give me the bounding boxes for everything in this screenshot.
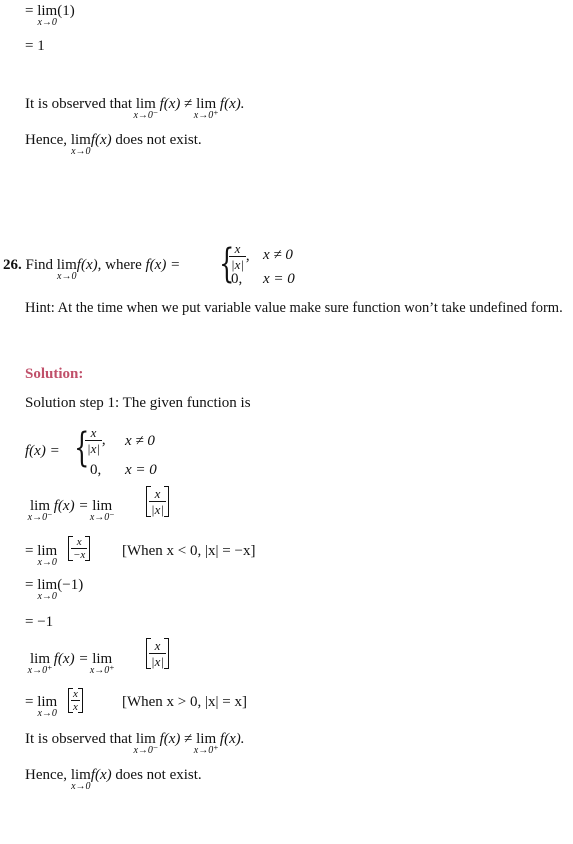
frac-num: x xyxy=(234,241,241,256)
equals: = xyxy=(25,694,34,710)
bracket xyxy=(68,688,83,713)
f-def: f(x) = xyxy=(145,257,181,273)
sol-cond1: x ≠ 0 xyxy=(125,433,155,449)
fx: f(x) xyxy=(90,132,112,148)
bracket xyxy=(146,638,169,669)
frac-den: −x xyxy=(73,549,86,561)
equals: = xyxy=(25,543,34,559)
neq: ≠ xyxy=(184,96,193,112)
when-neg: [When x < 0, |x| = −x] xyxy=(122,543,256,559)
limit xyxy=(193,95,219,121)
fraction xyxy=(229,241,246,272)
fx: f(x) xyxy=(159,731,181,747)
lim-word: lim xyxy=(196,731,217,747)
hence-line-2 xyxy=(25,766,202,792)
limit-sub: x→0⁺ xyxy=(193,110,219,121)
equals: = xyxy=(25,577,34,593)
fx: f(x) xyxy=(76,257,98,273)
lim-word: lim xyxy=(30,498,51,514)
observed-text: It is observed that xyxy=(25,731,133,747)
left-limit-line xyxy=(27,497,115,523)
fx-eq: f(x) = xyxy=(53,498,89,514)
bracket xyxy=(68,536,90,561)
solution-heading: Solution: xyxy=(25,366,84,382)
limit xyxy=(89,497,115,523)
limit xyxy=(56,256,77,282)
limit xyxy=(37,542,58,568)
pos-step xyxy=(25,693,58,719)
frac-num: x xyxy=(76,536,82,548)
lim-word: lim xyxy=(56,257,77,273)
limit-sub: x→0⁺ xyxy=(89,665,115,676)
hence-line-1 xyxy=(25,131,202,157)
lim-word: lim xyxy=(92,651,113,667)
solution-step1: Solution step 1: The given function is xyxy=(25,395,251,411)
limit xyxy=(37,2,58,28)
limit-sub: x→0 xyxy=(37,557,57,568)
sol-f-def: f(x) = xyxy=(25,443,60,459)
fx: f(x) xyxy=(159,96,181,112)
observed-text: It is observed that xyxy=(25,96,133,112)
right-limit-line xyxy=(27,650,115,676)
fraction xyxy=(149,486,166,517)
fraction xyxy=(71,688,80,713)
frac-num: x xyxy=(154,486,161,501)
left-brace: { xyxy=(74,425,90,471)
right-limit-frac xyxy=(146,638,169,669)
eq-neg1: = −1 xyxy=(25,614,54,630)
frac-den: x xyxy=(73,701,78,713)
fraction xyxy=(85,425,102,456)
frac-num: x xyxy=(73,688,78,700)
left-brace: { xyxy=(219,241,235,287)
comma: , xyxy=(245,247,250,264)
observed-line-1 xyxy=(25,95,245,121)
limit xyxy=(27,497,53,523)
q26-val2: 0, xyxy=(231,271,243,287)
limit-sub: x→0 xyxy=(71,781,91,792)
limit xyxy=(37,576,58,602)
q26-cond2: x = 0 xyxy=(263,271,295,287)
lim-word: lim xyxy=(37,3,58,19)
lim-word: lim xyxy=(135,96,156,112)
fx-eq: f(x) = xyxy=(53,651,89,667)
sol-cond2: x = 0 xyxy=(125,462,157,478)
fx: f(x). xyxy=(219,96,245,112)
comma: , xyxy=(101,431,106,448)
limit-sub: x→0⁻ xyxy=(133,110,159,121)
pos-frac xyxy=(68,688,83,713)
lim-word: lim xyxy=(70,132,91,148)
fx: f(x). xyxy=(219,731,245,747)
lim-arg: (−1) xyxy=(57,577,84,593)
limit-sub: x→0⁻ xyxy=(89,512,115,523)
limit-sub: x→0 xyxy=(37,708,57,719)
bracket xyxy=(146,486,169,517)
limit xyxy=(133,95,159,121)
hint: Hint: At the time when we put variable value make sure function won’t take undefined form. xyxy=(25,300,563,316)
limit-sub: x→0 xyxy=(37,591,57,602)
limit xyxy=(193,730,219,756)
neg-step xyxy=(25,542,58,568)
lim-word: lim xyxy=(30,651,51,667)
frac-num: x xyxy=(154,638,161,653)
frac-den: |x| xyxy=(231,257,244,272)
limit-sub: x→0⁻ xyxy=(27,512,53,523)
left-limit-frac xyxy=(146,486,169,517)
lim-neg1-line xyxy=(25,576,84,602)
frac-den: |x| xyxy=(151,654,164,669)
where-text: , where xyxy=(97,257,142,273)
hence-text: Hence, xyxy=(25,132,68,148)
limit-sub: x→0 xyxy=(71,146,91,157)
limit xyxy=(27,650,53,676)
q26-case1 xyxy=(229,241,250,272)
fraction xyxy=(71,536,87,561)
neq: ≠ xyxy=(184,731,193,747)
equals: = xyxy=(25,3,34,19)
limit-sub: x→0 xyxy=(37,17,57,28)
limit xyxy=(89,650,115,676)
lim-word: lim xyxy=(37,543,58,559)
limit xyxy=(133,730,159,756)
sol-val2: 0, xyxy=(90,462,102,478)
limit-sub: x→0⁻ xyxy=(133,745,159,756)
limit xyxy=(37,693,58,719)
limit xyxy=(70,766,91,792)
lim-word: lim xyxy=(37,694,58,710)
lim-word: lim xyxy=(135,731,156,747)
question-number: 26. xyxy=(3,257,22,273)
lim-word: lim xyxy=(37,577,58,593)
limit-sub: x→0⁺ xyxy=(193,745,219,756)
neg-frac xyxy=(68,536,90,561)
when-pos: [When x > 0, |x| = x] xyxy=(122,694,247,710)
hence-text: Hence, xyxy=(25,767,68,783)
fraction xyxy=(149,638,166,669)
lim-word: lim xyxy=(92,498,113,514)
question-26 xyxy=(3,256,181,282)
sol-case1 xyxy=(85,425,106,456)
not-exist-text: does not exist. xyxy=(115,132,202,148)
observed-line-2 xyxy=(25,730,245,756)
frac-num: x xyxy=(90,425,97,440)
line-eq-one: = 1 xyxy=(25,38,45,54)
find-text: Find xyxy=(25,257,54,273)
frac-den: |x| xyxy=(151,502,164,517)
limit-sub: x→0 xyxy=(57,271,77,282)
lim-arg: (1) xyxy=(57,3,75,19)
q26-cond1: x ≠ 0 xyxy=(263,247,293,263)
line-lim-1 xyxy=(25,2,75,28)
frac-den: |x| xyxy=(87,441,100,456)
limit-sub: x→0⁺ xyxy=(27,665,53,676)
limit xyxy=(70,131,91,157)
lim-word: lim xyxy=(70,767,91,783)
not-exist-text: does not exist. xyxy=(115,767,202,783)
fx: f(x) xyxy=(90,767,112,783)
lim-word: lim xyxy=(196,96,217,112)
